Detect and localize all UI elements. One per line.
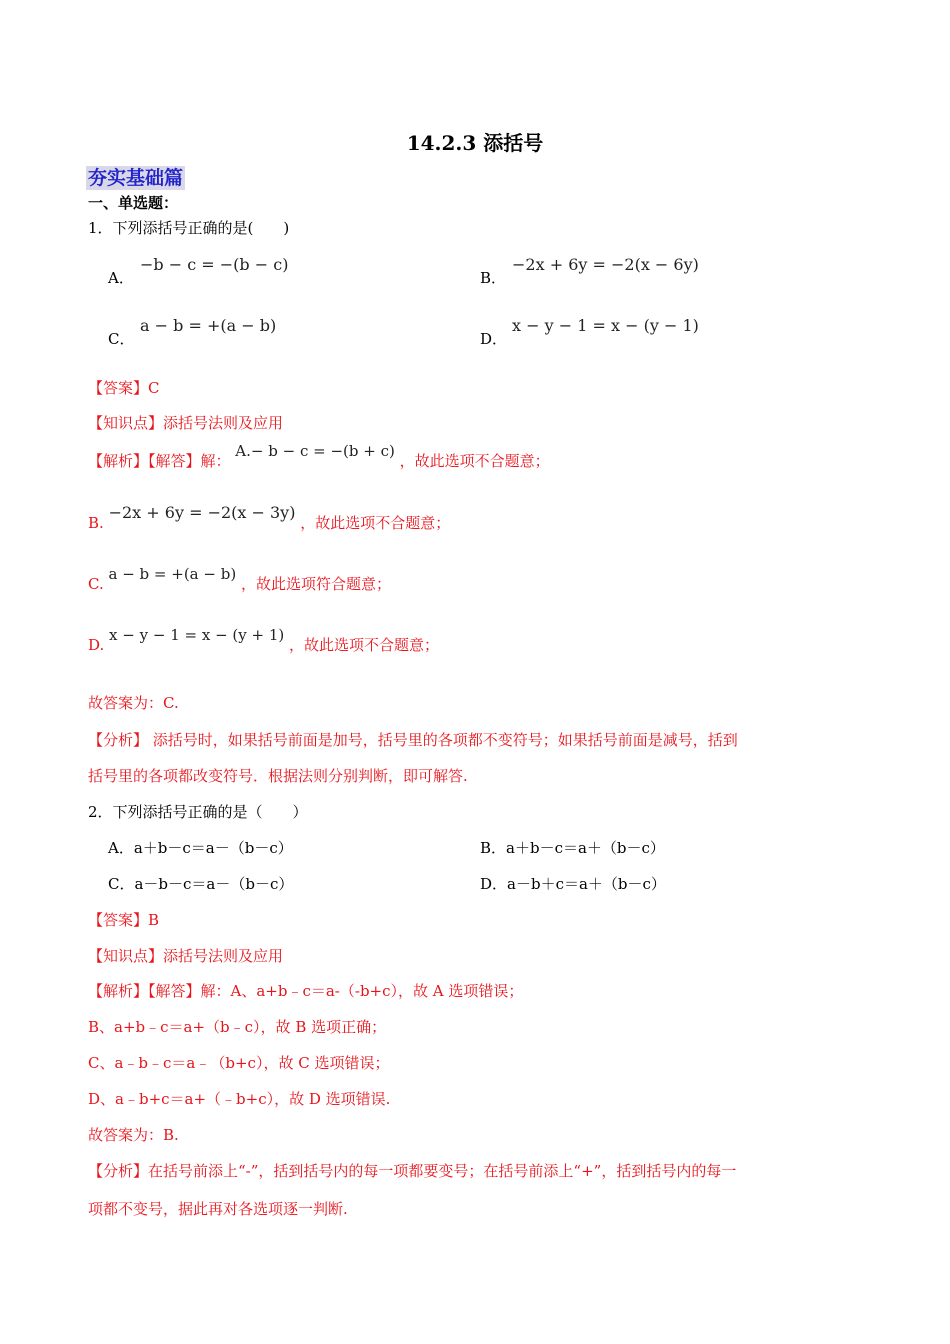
- q2-analysis-label: 【解析】【解答】解：: [88, 982, 231, 1000]
- q1-option-d-label: D．: [480, 330, 508, 348]
- q1-knowledge-point: 【知识点】添括号法则及应用: [88, 414, 284, 432]
- q1-analysis-c-math: a − b = +(a − b): [108, 565, 237, 583]
- question-type-heading: 一、单选题：: [88, 194, 179, 212]
- q2-analysis-d: D、a﹣b+c＝a+（﹣b+c），故 D 选项错误.: [88, 1090, 391, 1108]
- q1-analysis-b-math: −2x + 6y = −2(x − 3y): [108, 503, 296, 522]
- q1-analysis-d-label: D.: [88, 636, 105, 654]
- q2-analysis-b: B、a+b﹣c＝a+（b﹣c），故 B 选项正确；: [88, 1018, 387, 1036]
- section-heading: 夯实基础篇: [88, 167, 184, 189]
- q2-knowledge-point: 【知识点】添括号法则及应用: [88, 947, 284, 965]
- q2-option-d: D．a－b＋c＝a＋（b－c）: [480, 875, 666, 893]
- q1-analysis-line-d: [88, 626, 440, 655]
- q1-analysis-line-c: [88, 565, 391, 594]
- q2-answer: 【答案】B: [88, 911, 160, 929]
- q1-analysis-c-label: C.: [88, 575, 104, 593]
- q2-analysis-line-a: [88, 981, 523, 1001]
- q2-analysis-a: A、a+b﹣c＝a-（-b+c），故 A 选项错误；: [230, 982, 524, 1000]
- q1-answer: 【答案】C: [88, 379, 160, 397]
- q2-stem: 2．下列添括号正确的是（ ）: [88, 803, 308, 821]
- q1-option-b-math: −2x + 6y = −2(x − 6y): [512, 255, 699, 274]
- q1-analysis-c-text: ，故此选项符合题意；: [240, 575, 391, 593]
- q2-option-c: C．a－b－c＝a－（b－c）: [108, 875, 294, 893]
- q1-fenxi-line1: [88, 730, 738, 750]
- q2-fenxi-line2: 项都不变号，据此再对各选项逐一判断.: [88, 1200, 348, 1218]
- q1-fenxi-line2: 括号里的各项都改变符号．根据法则分别判断，即可解答.: [88, 767, 468, 785]
- q1-analysis-d-math: x − y − 1 = x − (y + 1): [109, 626, 285, 644]
- q1-analysis-b-label: B.: [88, 514, 104, 532]
- q2-option-a: A．a＋b－c＝a－（b－c）: [108, 839, 293, 857]
- q1-analysis-line-a: [88, 442, 550, 471]
- q1-option-c-label: C．: [108, 330, 135, 348]
- q1-analysis-d-text: ，故此选项不合题意；: [289, 636, 440, 654]
- q1-conclusion: 故答案为：C.: [88, 694, 179, 712]
- q2-analysis-c: C、a﹣b﹣c＝a﹣（b+c），故 C 选项错误；: [88, 1054, 390, 1072]
- q1-analysis-b-text: ，故此选项不合题意；: [300, 514, 451, 532]
- q1-analysis-a-text: ，故此选项不合题意；: [399, 452, 550, 470]
- q1-analysis-label: 【解析】【解答】解：: [88, 452, 231, 470]
- q1-fenxi-label: 【分析】: [88, 731, 149, 749]
- q1-option-d-math: x − y − 1 = x − (y − 1): [512, 316, 699, 335]
- q1-analysis-a-math: A.− b − c = −(b + c): [235, 442, 395, 460]
- q1-option-c-math: a − b = +(a − b): [140, 316, 277, 335]
- q1-option-a-label: A．: [108, 269, 134, 287]
- q1-option-b-label: B．: [480, 269, 507, 287]
- q1-analysis-line-b: [88, 503, 451, 533]
- q1-option-a-math: −b − c = −(b − c): [140, 255, 289, 274]
- q2-conclusion: 故答案为：B.: [88, 1126, 179, 1144]
- q1-fenxi-text1: 添括号时，如果括号前面是加号，括号里的各项都不变符号；如果括号前面是减号，括到: [148, 731, 738, 749]
- q2-fenxi-line1: 【分析】在括号前添上“-”，括到括号内的每一项都要变号；在括号前添上“+”，括到括号内的每一: [88, 1162, 737, 1180]
- page-title: 14.2.3 添括号: [406, 131, 544, 155]
- q2-option-b: B．a＋b－c＝a＋（b－c）: [480, 839, 665, 857]
- q1-stem: 1．下列添括号正确的是( ): [88, 219, 290, 237]
